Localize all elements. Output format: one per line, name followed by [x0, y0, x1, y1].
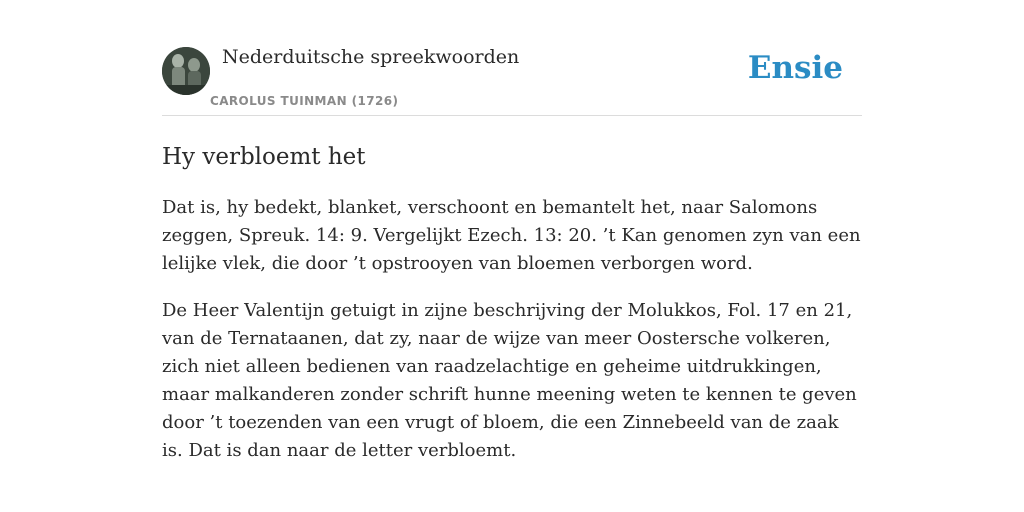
- portrait-image: [162, 47, 210, 95]
- entry-title: Hy verbloemt het: [162, 144, 366, 170]
- brand-logo[interactable]: Ensie: [747, 50, 843, 86]
- book-title[interactable]: Nederduitsche spreekwoorden: [222, 46, 520, 68]
- entry-paragraph-2: De Heer Valentijn getuigt in zijne beschrijving der Molukkos, Fol. 17 en 21, van de Ternataanen, dat zy, naar de wijze van meer Oostersche volkeren, zich niet alleen bedienen van raadzelachtige en geheime uitdrukkingen, maar malkanderen zonder schrift hunne meening weten te kennen te geven door ’t toezenden van een vrugt of bloem, die een Zinnebeeld van de zaak is. Dat is dan naar de letter verbloemt.: [162, 300, 857, 461]
- entry-card: [162, 0, 862, 465]
- entry-paragraph-1: Dat is, hy bedekt, blanket, verschoont en bemantelt het, naar Salomons zeggen, Spreuk. 14: 9. Vergelijkt Ezech. 13: 20. ’t Kan genomen zyn van een lelijke vlek, die door ’t opstrooyen van bloemen verborgen word.: [162, 197, 861, 274]
- author-portrait-icon[interactable]: [162, 47, 210, 95]
- author-name[interactable]: CAROLUS TUINMAN (1726): [210, 94, 399, 108]
- entry-header: [162, 0, 862, 116]
